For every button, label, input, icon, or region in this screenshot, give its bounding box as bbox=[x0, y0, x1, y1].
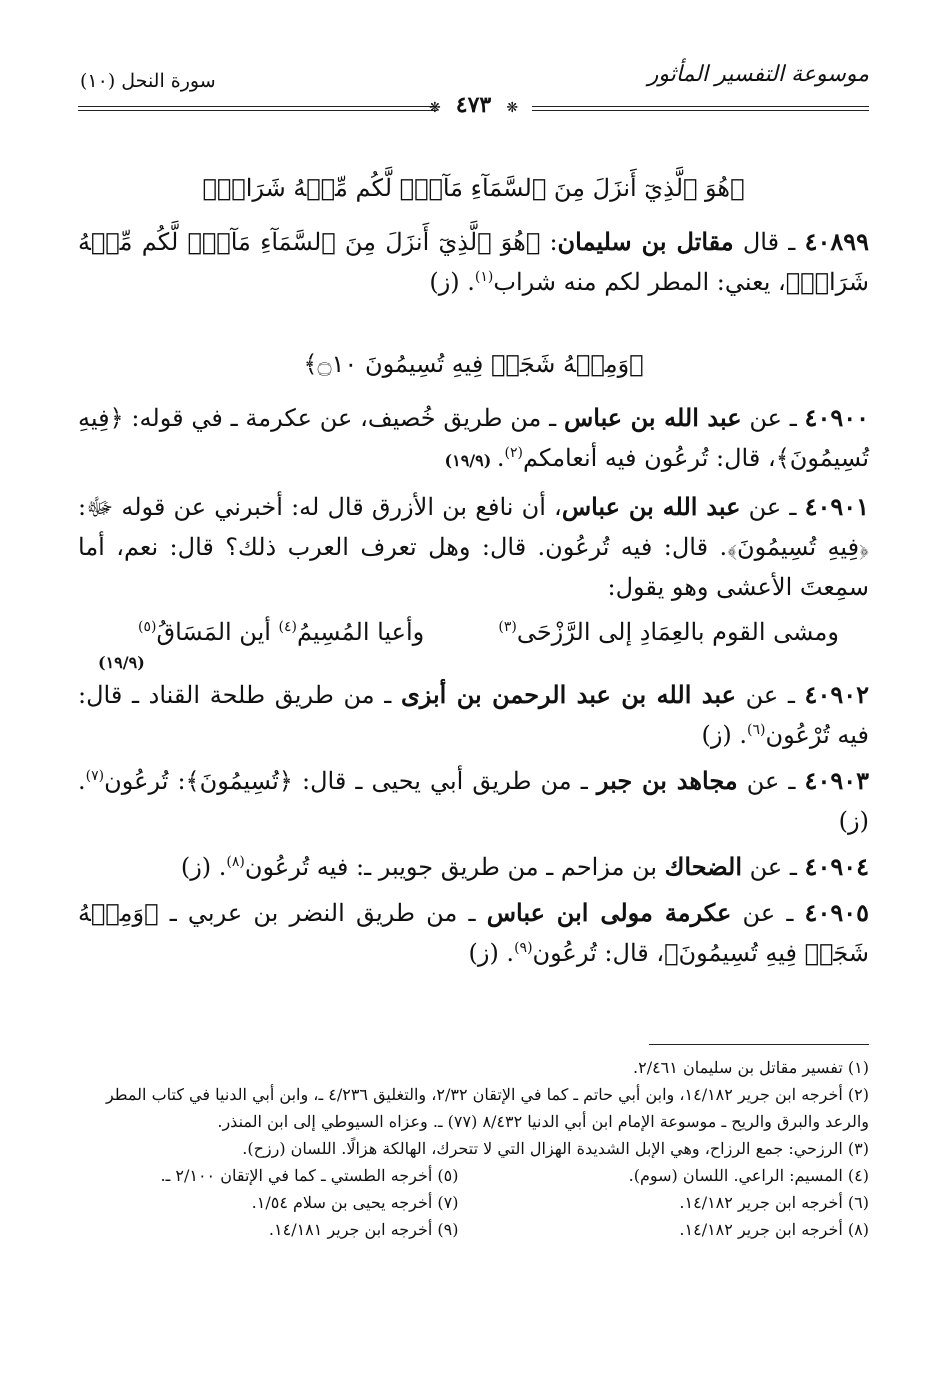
volume-reference: (١٩/٩) bbox=[444, 451, 497, 470]
entry-text: بن مزاحم ـ من طريق جويبر ـ: فيه تُرعُون bbox=[244, 853, 665, 881]
entry-text: ـ عن bbox=[731, 899, 805, 927]
ayah-heading: ﴿هُوَ ٱلَّذِيٓ أَنزَلَ مِنَ ٱلسَّمَآءِ مَآءٗۖ لَّكُم مِّنۡهُ شَرَابٞ﴾ bbox=[202, 174, 745, 202]
entry-text: ـ من طريق خُصيف، عن عكرمة ـ في قوله: ﴿فِيهِ تُسِيمُونَ﴾، قال: تُرعُون فيه أنعامكم bbox=[78, 404, 869, 472]
footnote-marker[interactable]: (٤) bbox=[278, 619, 298, 635]
ornament-icon: ❋ bbox=[506, 99, 519, 116]
poem-text: أين المَسَاقُ bbox=[156, 618, 279, 646]
footnotes bbox=[78, 1054, 869, 1243]
footnote: (٢) أخرجه ابن جرير ١٤/١٨٢، وابن أبي حاتم ـ كما في الإتقان ٢/٣٢، والتغليق ٤/٢٣٦ ـ، وابن أبي الدنيا في كتاب المطر والرعد والبرق والريح ـ موسوعة الإمام ابن أبي الدنيا ٨/٤٣٢ (٧٧) ـ. وعزاه السيوطي إلى ابن المنذر. bbox=[105, 1085, 869, 1131]
entry-text: ـ عن bbox=[742, 853, 805, 881]
footnote: (٨) أخرجه ابن جرير ١٤/١٨٢. bbox=[679, 1220, 869, 1239]
entry-text: ـ عن bbox=[735, 681, 805, 709]
narrator-name: مجاهد بن جبر bbox=[596, 766, 738, 795]
entry-text: . (ز) bbox=[180, 853, 227, 881]
ornament-icon: ❋ bbox=[428, 99, 441, 116]
entry-text: ، أن نافع بن الأزرق قال له: أخبرني عن قوله ﷻ: ﴿فِيهِ تُسِيمُونَ﴾. قال: فيه تُرعُون. قال: وهل تعرف العرب ذلك؟ قال: نعم، أما سمِعتَ الأعشى وهو يقول: bbox=[78, 493, 869, 601]
narrator-name: مقاتل بن سليمان bbox=[557, 227, 734, 256]
entry-text: . (ز) bbox=[701, 721, 748, 749]
narration-entry bbox=[78, 487, 869, 607]
entry-text: . (ز) bbox=[78, 767, 869, 835]
entry-number: ٤٠٩٠٣ bbox=[804, 766, 869, 795]
footnote-divider bbox=[649, 1044, 869, 1045]
poem-text: وأعيا المُسِيمُ bbox=[297, 618, 425, 646]
entry-text: ـ عن bbox=[740, 493, 805, 521]
footnote-grid bbox=[78, 1162, 869, 1243]
narration-entry bbox=[78, 761, 869, 841]
book-title: موسوعة التفسير المأثور bbox=[647, 62, 869, 87]
narration-entry bbox=[78, 222, 869, 302]
entry-number: ٤٠٩٠٢ bbox=[804, 680, 869, 709]
entry-text: . (ز) bbox=[468, 939, 515, 967]
entry-number: ٤٠٩٠٥ bbox=[804, 898, 869, 927]
footnote-marker[interactable]: (٥) bbox=[138, 619, 157, 635]
entry-text: . (ز) bbox=[429, 268, 475, 296]
entry-text: ـ من طريق أبي يحيى ـ قال: ﴿تُسِيمُونَ﴾: تُرعُون bbox=[104, 767, 597, 795]
spacer bbox=[78, 308, 869, 336]
volume-reference: (١٩/٩) bbox=[98, 653, 145, 672]
narrator-name: عبد الله بن عبد الرحمن بن أبزى bbox=[400, 680, 736, 709]
narration-entry bbox=[78, 398, 869, 481]
narrator-name: عبد الله بن عباس bbox=[563, 403, 742, 432]
footnote-marker[interactable]: (١) bbox=[474, 269, 494, 285]
entry-text: ـ عن bbox=[741, 404, 805, 432]
narrator-name: الضحاك bbox=[664, 852, 743, 881]
entry-number: ٤٠٩٠١ bbox=[804, 492, 870, 521]
entry-text: ـ من طريق النضر بن عربي ـ ﴿وَمِنۡهُ شَجَرٞ فِيهِ تُسِيمُونَ﴾، قال: تُرعُون bbox=[78, 899, 869, 967]
footnote-marker[interactable]: (٨) bbox=[226, 854, 245, 870]
entry-number: ٤٠٩٠٤ bbox=[804, 852, 869, 881]
entry-number: ٤٠٩٠٠ bbox=[804, 403, 869, 432]
narration-entry bbox=[78, 893, 869, 973]
footnote-marker[interactable]: (٩) bbox=[514, 940, 533, 956]
surah-header: سورة النحل (١٠) bbox=[80, 70, 216, 92]
entry-text: . bbox=[496, 444, 505, 472]
entry-text: ـ قال bbox=[733, 228, 805, 256]
poem-verse bbox=[78, 613, 869, 651]
footnote: (٤) المسيم: الراعي. اللسان (سوم). bbox=[628, 1166, 869, 1185]
narrator-name: عبد الله بن عباس bbox=[561, 492, 741, 521]
footnote-marker[interactable]: (٢) bbox=[504, 445, 523, 461]
poem-hemistich-first bbox=[498, 613, 839, 651]
entry-text: ـ عن bbox=[737, 767, 805, 795]
footnote: (٧) أخرجه يحيى بن سلام ١/٥٤. bbox=[251, 1193, 459, 1212]
footnote-marker[interactable]: (٧) bbox=[85, 768, 105, 784]
entry-text: ـ من طريق طلحة القناد ـ قال: فيه تُرْعُون bbox=[78, 681, 869, 749]
narration-entry bbox=[78, 847, 869, 887]
entry-text: : ﴿هُوَ ٱلَّذِيٓ أَنزَلَ مِنَ ٱلسَّمَآءِ مَآءٗۖ لَّكُم مِّنۡهُ شَرَابٞ﴾، يعني: المطر لكم منه شراب bbox=[78, 228, 869, 296]
main-text bbox=[78, 160, 869, 979]
narrator-name: عكرمة مولى ابن عباس bbox=[486, 898, 732, 927]
footnote: (٩) أخرجه ابن جرير ١٤/١٨١. bbox=[268, 1220, 459, 1239]
footnote: (١) تفسير مقاتل بن سليمان ٢/٤٦١. bbox=[633, 1058, 869, 1077]
footnote: (٥) أخرجه الطستي ـ كما في الإتقان ٢/١٠٠ ـ. bbox=[160, 1166, 459, 1185]
footnote: (٣) الرزحي: جمع الرزاح، وهي الإبل الشديدة الهزال التي لا تتحرك، الهالكة هزالًا. اللسان (رزح). bbox=[242, 1139, 869, 1158]
page-number: ٤٧٣ bbox=[455, 92, 492, 118]
page-number-wrap bbox=[0, 92, 947, 118]
footnote-marker[interactable]: (٣) bbox=[498, 619, 517, 635]
narration-entry bbox=[78, 675, 869, 755]
footnote: (٦) أخرجه ابن جرير ١٤/١٨٢. bbox=[679, 1193, 869, 1212]
ayah-heading: ﴿وَمِنۡهُ شَجَرٞ فِيهِ تُسِيمُونَ ۝١٠﴾ bbox=[303, 350, 644, 378]
entry-number: ٤٠٨٩٩ bbox=[804, 227, 870, 256]
poem-hemistich-second bbox=[138, 613, 424, 651]
footnote-marker[interactable]: (٦) bbox=[747, 722, 766, 738]
poem-text: ومشى القوم بالعِمَادِ إلى الرَّزْحَى bbox=[516, 618, 839, 646]
